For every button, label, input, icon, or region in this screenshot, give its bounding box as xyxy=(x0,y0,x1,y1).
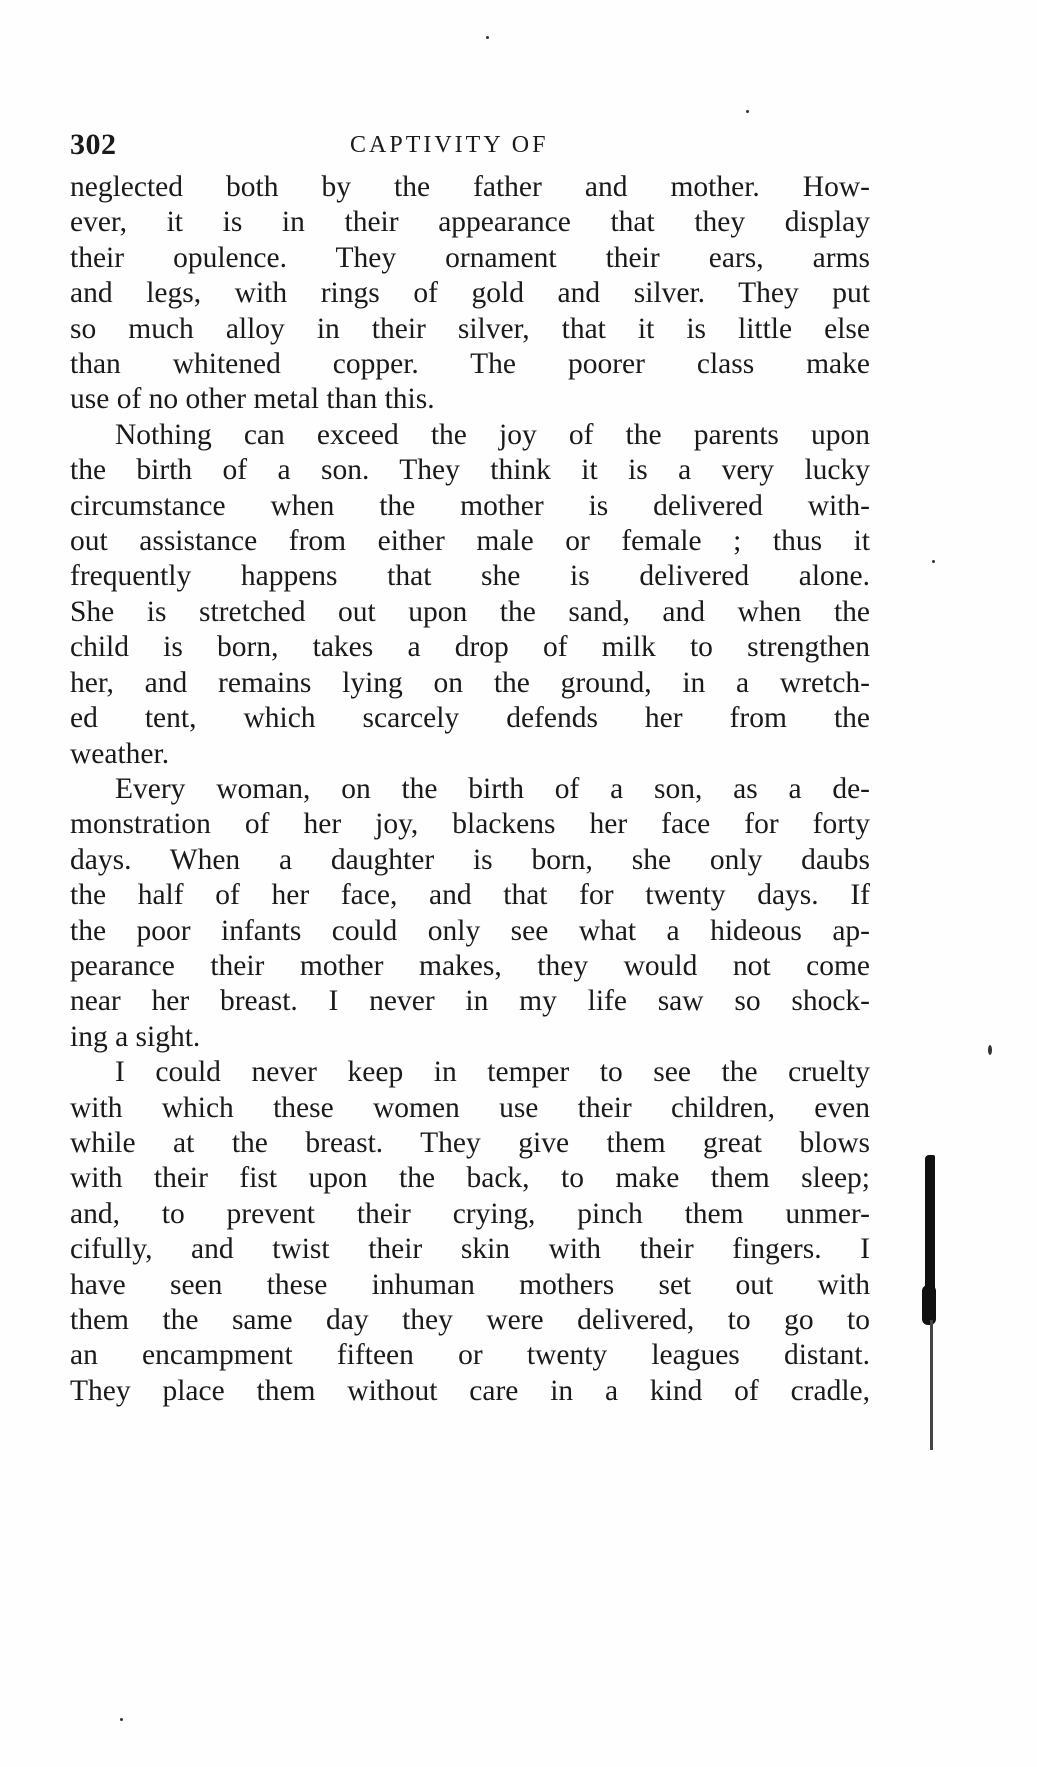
text-line: and, to prevent their crying, pinch them unmer- xyxy=(70,1197,870,1230)
text-line: them the same day they were delivered, to go to xyxy=(70,1304,870,1336)
text-line: I could never keep in temper to see the cruelty xyxy=(115,1056,870,1089)
text-line: have seen these inhuman mothers set out with xyxy=(70,1268,870,1301)
text-line: neglected both by the father and mother. How- xyxy=(70,171,870,203)
text-line: than whitened copper. The poorer class make xyxy=(70,348,870,381)
text-line: an encampment fifteen or twenty leagues distant. xyxy=(70,1339,870,1372)
text-line: with which these women use their children, even xyxy=(70,1091,870,1124)
text-line: her, and remains lying on the ground, in a wretch- xyxy=(70,666,870,699)
running-head: CAPTIVITY OF xyxy=(350,132,549,158)
text-line: use of no other metal than this. xyxy=(70,383,435,416)
text-line: frequently happens that she is delivered alone. xyxy=(70,560,870,593)
scan-artifact-mark xyxy=(930,1320,933,1450)
text-line: ing a sight. xyxy=(70,1020,201,1053)
text-line: They place them without care in a kind of cradle, xyxy=(70,1374,870,1407)
text-line: She is stretched out upon the sand, and when the xyxy=(70,595,870,628)
text-line: pearance their mother makes, they would not come xyxy=(70,949,870,982)
text-line: the poor infants could only see what a hideous ap- xyxy=(70,914,870,947)
text-line: out assistance from either male or female ; thus it xyxy=(70,525,870,558)
text-line: while at the breast. They give them great blows xyxy=(70,1126,870,1159)
text-line: Nothing can exceed the joy of the parents upon xyxy=(115,418,870,451)
text-line: ed tent, which scarcely defends her from the xyxy=(70,702,870,735)
page-number: 302 xyxy=(70,128,117,161)
text-line: days. When a daughter is born, she only daubs xyxy=(70,843,870,876)
text-line: Every woman, on the birth of a son, as a de- xyxy=(115,772,870,805)
body-text xyxy=(70,170,870,1409)
scan-artifact-mark xyxy=(922,1285,936,1325)
text-line: and legs, with rings of gold and silver. They put xyxy=(70,277,870,310)
text-line: the birth of a son. They think it is a very lucky xyxy=(70,454,870,487)
text-line: with their fist upon the back, to make them sleep; xyxy=(70,1162,870,1195)
scan-speck xyxy=(988,1045,992,1055)
text-line: circumstance when the mother is delivered with- xyxy=(70,489,870,522)
scan-speck xyxy=(486,36,489,39)
text-line: cifully, and twist their skin with their fingers. I xyxy=(70,1233,870,1266)
text-line: monstration of her joy, blackens her face for forty xyxy=(70,808,870,841)
scan-speck xyxy=(120,1718,123,1721)
text-line: ever, it is in their appearance that they display xyxy=(70,206,870,239)
text-line: their opulence. They ornament their ears, arms xyxy=(70,241,870,274)
scan-speck xyxy=(746,110,749,113)
text-line: so much alloy in their silver, that it is little else xyxy=(70,312,870,345)
scan-speck xyxy=(932,560,935,563)
text-line: child is born, takes a drop of milk to strengthen xyxy=(70,631,870,664)
text-line: the half of her face, and that for twenty days. If xyxy=(70,879,870,912)
text-line: near her breast. I never in my life saw so shock- xyxy=(70,985,870,1018)
page-header xyxy=(70,128,900,168)
text-line: weather. xyxy=(70,737,170,770)
